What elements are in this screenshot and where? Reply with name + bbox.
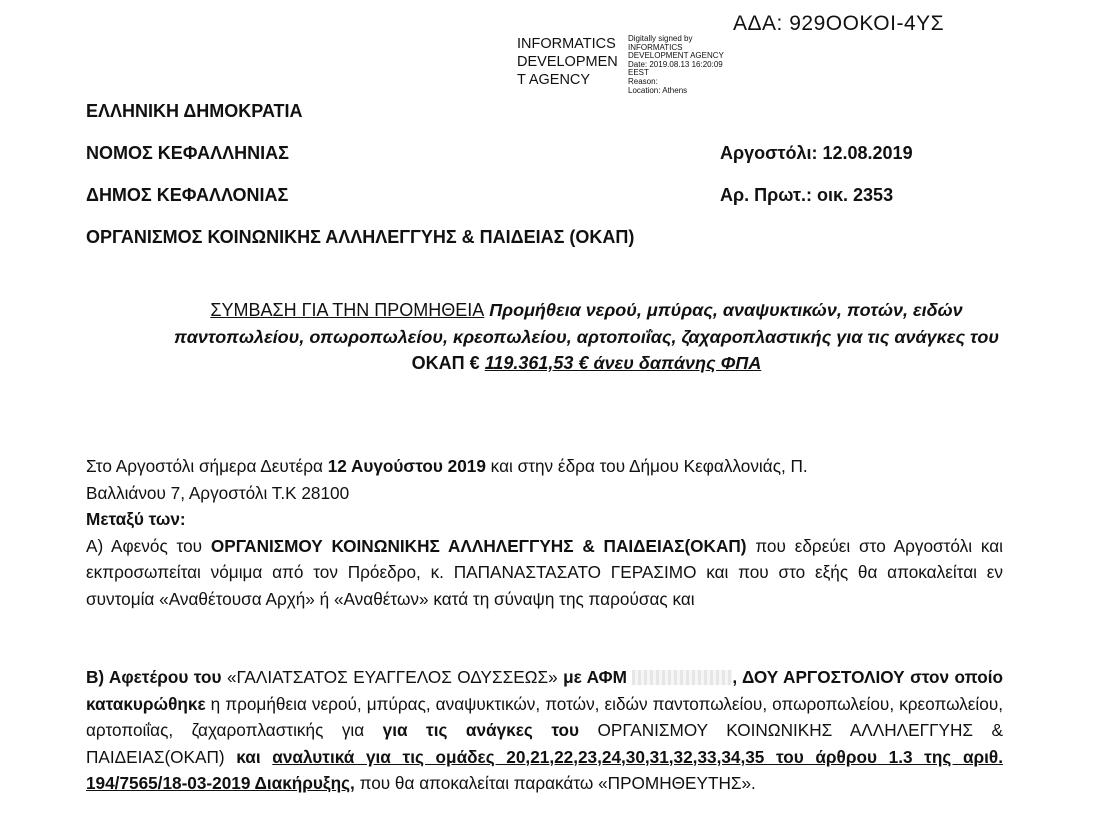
title-amount: 119.361,53 € άνευ δαπάνης ΦΠΑ — [484, 353, 762, 373]
signature-name — [517, 35, 629, 89]
text-span: για τις ανάγκες του — [382, 720, 580, 740]
text-span: ΟΡΓΑΝΙΣΜΟΥ ΚΟΙΝΩΝΙΚΗΣ ΑΛΛΗΛΕΓΓΥΗΣ & ΠΑΙΔΕΙΑΣ(ΟΚΑΠ) — [86, 720, 1003, 767]
signature-detail-line: INFORMATICS — [628, 42, 683, 52]
signature-name-line: INFORMATICS — [517, 36, 616, 52]
ada-code: ΑΔΑ: 929ΟΟΚΟΙ-4ΥΣ — [733, 12, 945, 35]
paragraph-parties-intro — [86, 453, 1003, 612]
awarded-label: στον οποίο κατακυρώθηκε — [86, 667, 1003, 714]
supplier-name: «ΓΑΛΙΑΤΣΑΤΟΣ ΕΥΑΓΓΕΛΟΣ ΟΔΥΣΣΕΩΣ» — [226, 667, 558, 687]
title-line — [85, 350, 1088, 377]
header-organization: ΟΡΓΑΝΙΣΜΟΣ ΚΟΙΝΩΝΙΚΗΣ ΑΛΛΗΛΕΓΓΥΗΣ & ΠΑΙΔΕΙΑΣ (ΟΚΑΠ) — [86, 227, 635, 247]
protocol-number: Αρ. Πρωτ.: οικ. 2353 — [720, 185, 894, 205]
groups-reference: αναλυτικά για τις ομάδες 20,21,22,23,24,30,31,32,33,34,35 του άρθρου 1.3 της αριθ. 194/7565/18-03-2019 Διακήρυξης, — [86, 746, 1003, 793]
text-span: Β) Αφετέρου του — [86, 667, 227, 687]
header-municipality: ΔΗΜΟΣ ΚΕΦΑΛΛΟΝΙΑΣ — [86, 185, 289, 205]
signature-detail-line: Location: Athens — [628, 85, 688, 95]
text-span: , ΔΟΥ ΑΡΓΟΣΤΟΛΙΟΥ — [732, 667, 905, 687]
contract-title — [85, 297, 1088, 377]
signature-detail-line: Digitally signed by — [628, 34, 693, 43]
title-org-euro: ΟΚΑΠ € — [411, 353, 485, 373]
text-span: που θα αποκαλείται παρακάτω «ΠΡΟΜΗΘΕΥΤΗΣ». — [354, 773, 756, 793]
contract-date: 12 Αυγούστου 2019 — [327, 456, 486, 476]
text-span: Στο Αργοστόλι σήμερα Δευτέρα — [86, 456, 328, 476]
title-line — [85, 297, 1088, 324]
place-date: Αργοστόλι: 12.08.2019 — [720, 143, 913, 163]
title-line: παντοπωλείου, οπωροπωλείου, κρεοπωλείου, αρτοποιΐας, ζαχαροπλαστικής για τις ανάγκες του — [173, 326, 1000, 347]
text-span: που εδρεύει στο Αργοστόλι και εκπροσωπείται νόμιμα από τον Πρόεδρο, κ. ΠΑΠΑΝΑΣΤΑΣΑΤΟ ΓΕΡΑΣΙΜΟ και που στο εξής θα αποκαλείται εν συντομία «Αναθέτουσα Αρχή» ή «Αναθέτων» κατά τη σύναψη της παρούσας και — [86, 535, 1003, 609]
paragraph-party-b — [86, 664, 1003, 797]
signature-detail-line: Reason: — [628, 76, 658, 86]
para-line: Βαλλιάνου 7, Αργοστόλι Τ.Κ 28100 — [86, 482, 350, 503]
title-subject: Προμήθεια νερού, μπύρας, αναψυκτικών, ποτών, ειδών — [484, 300, 963, 320]
signature-detail-line: EEST — [628, 68, 649, 78]
text-span: Α) Αφενός του — [86, 535, 211, 556]
header-prefecture: ΝΟΜΟΣ ΚΕΦΑΛΛΗΝΙΑΣ — [86, 143, 289, 163]
signature-detail-line: Date: 2019.08.13 16:20:09 — [628, 59, 723, 69]
signature-details — [628, 35, 748, 95]
text-span: και στην έδρα του Δήμου Κεφαλλονιάς, Π. — [485, 456, 808, 476]
redacted-afm — [632, 670, 732, 685]
title-lead: ΣΥΜΒΑΣΗ ΓΙΑ ΤΗΝ ΠΡΟΜΗΘΕΙΑ — [210, 300, 485, 320]
para-line — [86, 453, 1003, 480]
text-span: με ΑΦΜ — [557, 667, 633, 687]
signature-detail-line: DEVELOPMENT AGENCY — [628, 51, 724, 61]
text-span: η προμήθεια νερού, μπύρας, αναψυκτικών, ποτών, ειδών παντοπωλείου, οπωροπωλείου, κρεοπωλείου, αρτοποιΐας, ζαχαροπλαστικής για — [86, 693, 1003, 740]
header-republic: ΕΛΛΗΝΙΚΗ ΔΗΜΟΚΡΑΤΙΑ — [86, 101, 303, 121]
signature-name-line: DEVELOPMEN — [517, 54, 618, 70]
party-a — [86, 533, 1003, 613]
party-a-org: ΟΡΓΑΝΙΣΜΟΥ ΚΟΙΝΩΝΙΚΗΣ ΑΛΛΗΛΕΓΓΥΗΣ & ΠΑΙΔΕΙΑΣ(ΟΚΑΠ) — [210, 535, 747, 556]
signature-name-line: T AGENCY — [517, 72, 591, 88]
text-span: και — [236, 746, 273, 767]
between-label: Μεταξύ των: — [86, 509, 186, 529]
